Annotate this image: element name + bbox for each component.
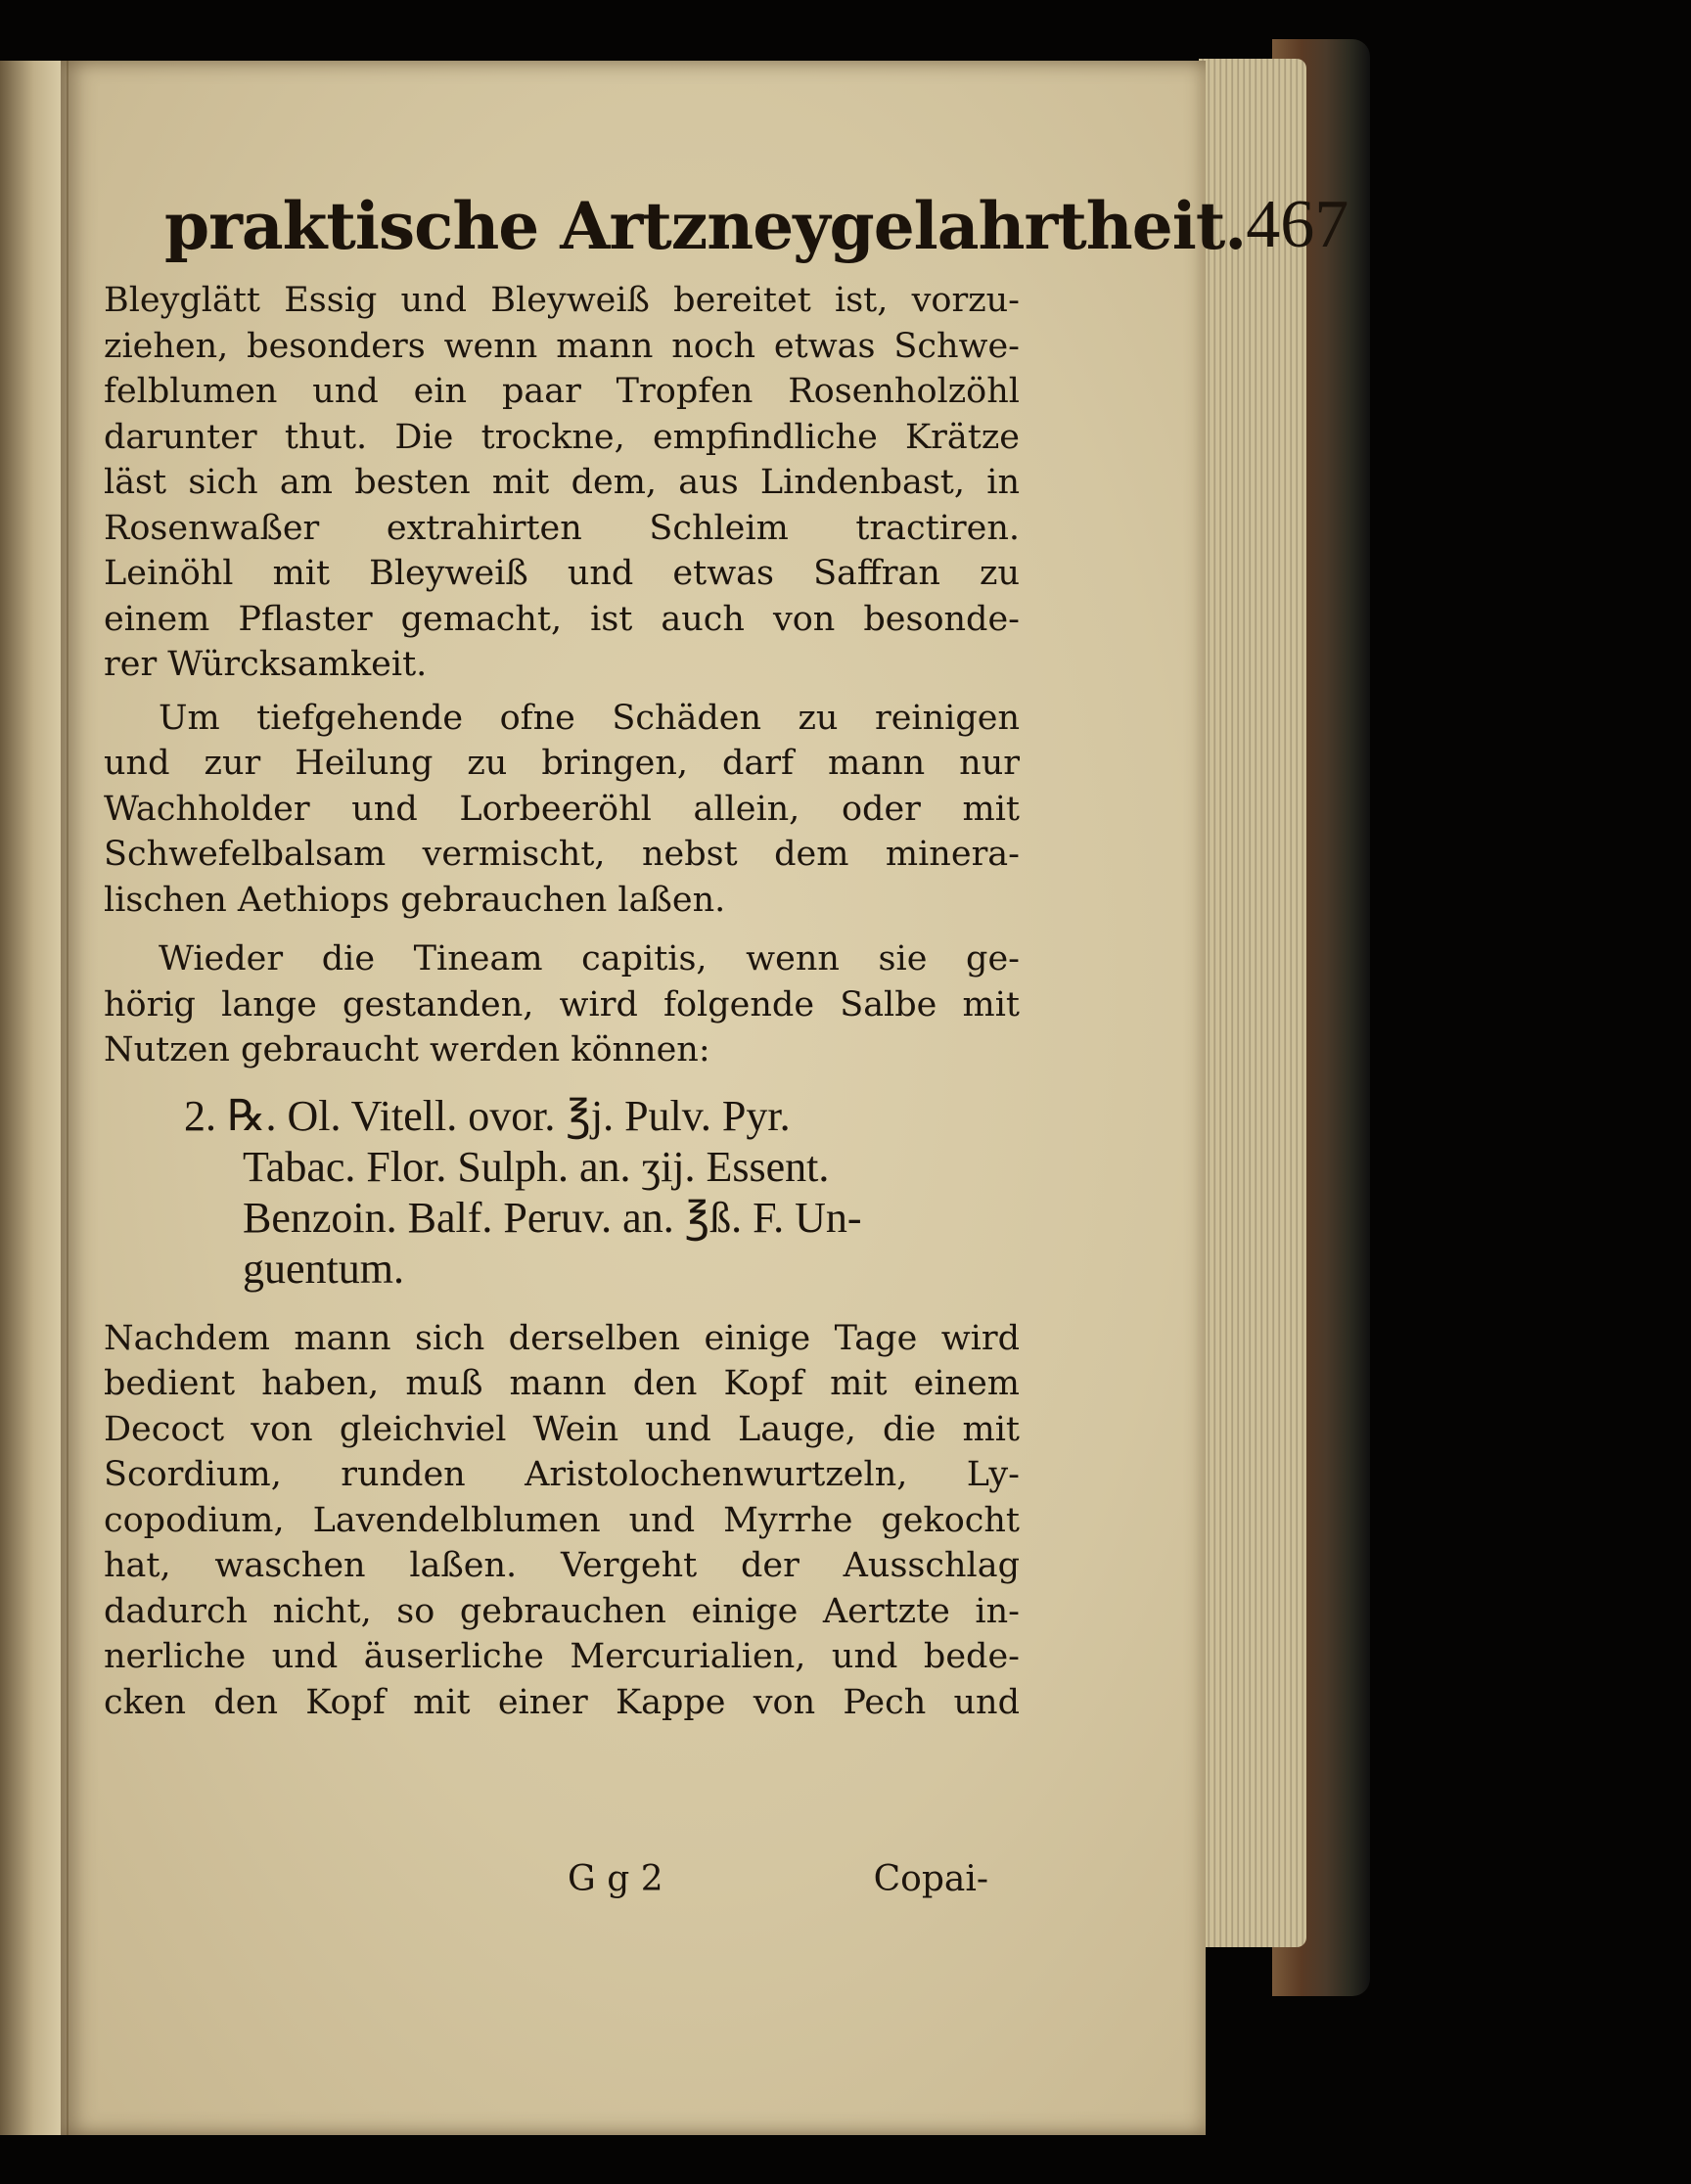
text-line: hörig lange gestanden, wird folgende Salbe mit xyxy=(104,984,1020,1024)
text-line: ziehen, besonders wenn mann noch etwas Schwe- xyxy=(104,326,1020,366)
catchword: Copai- xyxy=(873,1858,988,1899)
text-line: felblumen und ein paar Tropfen Rosenholzöhl xyxy=(104,372,1020,411)
text-line: hat, waschen laßen. Vergeht der Ausschlag xyxy=(104,1546,1020,1585)
text-line: cken den Kopf mit einer Kappe von Pech und xyxy=(104,1682,1020,1722)
text-line: Scordium, runden Aristolochenwurtzeln, Ly- xyxy=(104,1455,1020,1494)
text-line: lischen Aethiops gebrauchen laßen. xyxy=(104,880,726,920)
facing-page-edge xyxy=(0,61,64,2135)
recipe-line: Benzoin. Balf. Peruv. an. ℥ß. F. Un- xyxy=(243,1193,862,1242)
recipe-block xyxy=(104,1091,1020,1295)
text-line: einem Pflaster gemacht, ist auch von besonde- xyxy=(104,599,1020,639)
text-line: Wieder die Tineam capitis, wenn sie ge- xyxy=(159,939,1020,978)
text-line: Wachholder und Lorbeeröhl allein, oder mit xyxy=(104,789,1020,829)
recipe-line: guentum. xyxy=(243,1244,404,1293)
text-line: Nachdem mann sich derselben einige Tage wird xyxy=(104,1318,1020,1358)
text-line: läst sich am besten mit dem, aus Lindenbast, in xyxy=(104,463,1020,502)
text-line: Nutzen gebraucht werden können: xyxy=(104,1030,710,1069)
text-line: und zur Heilung zu bringen, darf mann nur xyxy=(104,744,1020,783)
gutter-line xyxy=(67,61,69,2135)
page-footer xyxy=(568,1849,988,1908)
recipe-line: 2. ℞. Ol. Vitell. ovor. ℥j. Pulv. Pyr. xyxy=(184,1091,791,1140)
text-line: Rosenwaßer extrahirten Schleim tractiren. xyxy=(104,508,1020,548)
text-line: rer Würcksamkeit. xyxy=(104,645,428,684)
text-line: Leinöhl mit Bleyweiß und etwas Saffran zu xyxy=(104,554,1020,593)
text-line: Schwefelbalsam vermischt, nebst dem minera- xyxy=(104,835,1020,874)
signature-mark: G g 2 xyxy=(568,1858,663,1899)
text-line: copodium, Lavendelblumen und Myrrhe gekocht xyxy=(104,1500,1020,1540)
text-line: Um tiefgehende ofne Schäden zu reinigen xyxy=(159,698,1020,738)
text-line: bedient haben, muß mann den Kopf mit einem xyxy=(104,1364,1020,1403)
running-head-title: praktische Artzneygelahrtheit. xyxy=(164,188,1247,264)
page-number: 467 xyxy=(1246,187,1349,262)
page-block-edge xyxy=(1199,59,1306,1947)
text-line: darunter thut. Die trockne, empfindliche Krätze xyxy=(104,417,1020,457)
text-line: Decoct von gleichviel Wein und Lauge, die mit xyxy=(104,1409,1020,1449)
text-line: nerliche und äuserliche Mercurialien, und bede- xyxy=(104,1637,1020,1676)
page-text xyxy=(104,278,1020,1725)
text-line: dadurch nicht, so gebrauchen einige Aertzte in- xyxy=(104,1591,1020,1631)
text-line: Bleyglätt Essig und Bleyweiß bereitet ist, vorzu- xyxy=(104,281,1020,320)
recipe-line: Tabac. Flor. Sulph. an. ʒij. Essent. xyxy=(243,1142,830,1191)
running-head xyxy=(164,157,1349,264)
